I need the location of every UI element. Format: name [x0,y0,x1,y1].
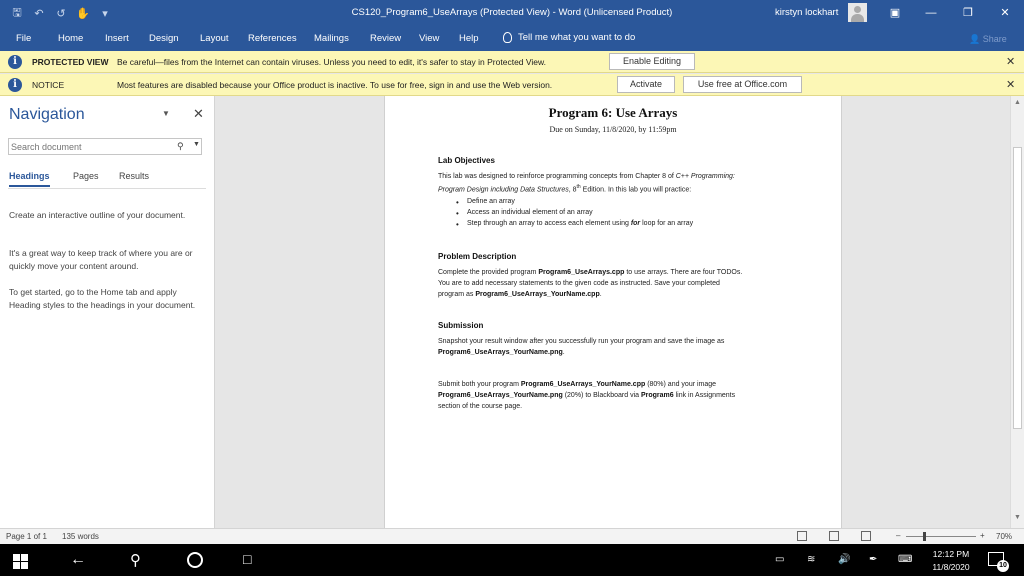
status-bar [0,528,1024,544]
print-layout-icon[interactable] [829,531,839,541]
nav-help-text-2: It's a great way to keep track of where you are or quickly move your content around. [9,248,193,271]
notice-bar [0,74,1024,96]
close-protected-bar-icon[interactable]: ✕ [1006,56,1016,68]
tab-home[interactable]: Home [58,33,84,44]
title-bar [0,0,1024,26]
protected-view-bar [0,51,1024,73]
touch-mode-icon[interactable]: ✋ [76,7,90,20]
search-options-icon[interactable]: ▼ [193,141,200,148]
minimize-button[interactable]: — [925,7,937,19]
back-arrow-icon[interactable]: ← [70,551,86,568]
document-page[interactable] [384,96,842,528]
redo-icon[interactable]: ↺ [56,7,66,20]
tablet-mode-icon[interactable]: ▭ [775,554,785,565]
page-count[interactable]: Page 1 of 1 [6,532,47,541]
tab-pages[interactable]: Pages [73,171,99,181]
close-notice-bar-icon[interactable]: ✕ [1006,79,1016,91]
info-icon: i [8,78,22,92]
enable-editing-button[interactable]: Enable Editing [609,53,695,70]
share-button[interactable]: 👤 Share [969,34,1007,44]
zoom-slider[interactable] [906,536,976,537]
info-icon: i [8,55,22,69]
share-label: Share [982,34,1007,44]
submission-text-2: Submit both your program Program6_UseArrays_YourName.cpp (80%) and your image Program6_UseArrays_YourName.png (20%) to Blackboard via Program6 link in Assignments section of the course page. [438,381,736,410]
ribbon-display-options-icon[interactable]: ▣ [889,7,901,19]
document-area [216,96,1010,528]
cortana-icon[interactable] [187,552,203,568]
tab-results[interactable]: Results [119,171,150,181]
problem-description-heading: Problem Description [438,252,517,261]
wifi-icon[interactable]: ≋ [807,554,816,565]
word-count[interactable]: 135 words [62,532,99,541]
vertical-scrollbar[interactable] [1010,96,1024,528]
volume-icon[interactable]: 🔊 [838,554,851,565]
problem-description-text: Complete the provided program Program6_UseArrays.cpp to use arrays. There are four TODOs. You are to add necessary statements to the given code as instructed. Save your completed program as Program6_UseArrays_YourName.cpp. [438,269,743,298]
notice-message: Most features are disabled because your Office product is inactive. To use for free, sign in and use the Web version. [117,80,553,90]
tab-file[interactable]: File [16,33,32,44]
navigation-title: Navigation [9,106,85,123]
tell-me-box[interactable] [503,32,635,43]
search-icon[interactable]: ⚲ [177,141,184,151]
tab-divider [8,188,206,189]
submission-heading: Submission [438,321,484,330]
tell-me-label: Tell me what you want to do [518,32,636,43]
scroll-thumb[interactable] [1013,147,1022,429]
due-date: Due on Sunday, 11/8/2020, by 11:59pm [549,125,677,134]
tab-review[interactable]: Review [370,33,402,44]
notification-count: 10 [997,560,1009,572]
tab-view[interactable]: View [419,33,440,44]
zoom-in-icon[interactable]: + [980,531,985,540]
clock-date: 11/8/2020 [932,562,970,572]
search-input[interactable] [9,139,169,154]
zoom-out-icon[interactable]: – [896,531,901,540]
use-web-version-button[interactable]: Use free at Office.com [683,76,802,93]
account-name[interactable]: kirstyn lockhart [775,7,839,18]
tab-mailings[interactable]: Mailings [314,33,349,44]
nav-help-text-1: Create an interactive outline of your document. [9,210,186,220]
notice-heading: NOTICE [32,80,65,90]
pen-icon[interactable]: ✒ [869,554,878,565]
pane-options-icon[interactable]: ▼ [162,109,170,118]
bullet-item: • Step through an array to access each element using for loop for an array [467,220,693,227]
read-mode-icon[interactable] [797,531,807,541]
customize-qat-icon[interactable]: ▾ [102,7,108,20]
tab-layout[interactable]: Layout [200,33,229,44]
close-pane-icon[interactable]: ✕ [193,106,204,121]
document-title: Program 6: Use Arrays [548,105,678,120]
system-clock[interactable] [925,548,977,574]
bullet-item: • Define an array [467,198,515,205]
scroll-down-icon[interactable]: ▼ [1014,514,1021,521]
taskbar [0,544,1024,576]
nav-help-text-3: To get started, go to the Home tab and apply Heading styles to the headings in your document. [9,287,196,310]
restore-button[interactable]: ❐ [963,7,973,19]
navigation-pane [0,96,215,528]
activate-button[interactable]: Activate [617,76,675,93]
submission-text-1: Snapshot your result window after you successfully run your program and save the image as Program6_UseArrays_YourName.png. [438,338,725,356]
search-box [8,138,202,155]
keyboard-icon[interactable]: ⌨ [898,554,913,565]
tab-headings[interactable]: Headings [9,171,50,181]
tab-insert[interactable]: Insert [105,33,129,44]
zoom-level[interactable]: 70% [996,532,1013,541]
tab-help[interactable]: Help [459,33,479,44]
protected-view-heading: PROTECTED VIEW [32,57,109,67]
lab-objectives-text: This lab was designed to reinforce programming concepts from Chapter 8 of C++ Programming: Program Design including Data Structures, 8th Edition. In this lab you will practice: [438,173,735,194]
save-icon[interactable]: 🖫 [12,6,22,19]
protected-view-message: Be careful—files from the Internet can contain viruses. Unless you need to edit, it's safer to stay in Protected View. [117,57,547,67]
scroll-up-icon[interactable]: ▲ [1014,99,1021,106]
lab-objectives-heading: Lab Objectives [438,156,495,165]
clock-time: 12:12 PM [932,549,970,559]
task-view-icon[interactable]: □ [243,551,252,567]
search-icon[interactable]: ⚲ [130,552,141,569]
web-layout-icon[interactable] [861,531,871,541]
windows-start-icon[interactable] [13,554,28,569]
lightbulb-icon [503,32,512,43]
close-window-button[interactable]: ✕ [1000,7,1010,19]
bullet-item: • Access an individual element of an array [467,209,593,216]
ribbon-tabs [0,26,1024,51]
zoom-slider-thumb[interactable] [923,532,926,541]
window-title: CS120_Program6_UseArrays (Protected View) - Word (Unlicensed Product) [351,7,673,18]
tab-references[interactable]: References [248,33,297,44]
avatar[interactable] [848,3,867,22]
undo-icon[interactable]: ↶ [34,7,44,20]
tab-design[interactable]: Design [149,33,179,44]
